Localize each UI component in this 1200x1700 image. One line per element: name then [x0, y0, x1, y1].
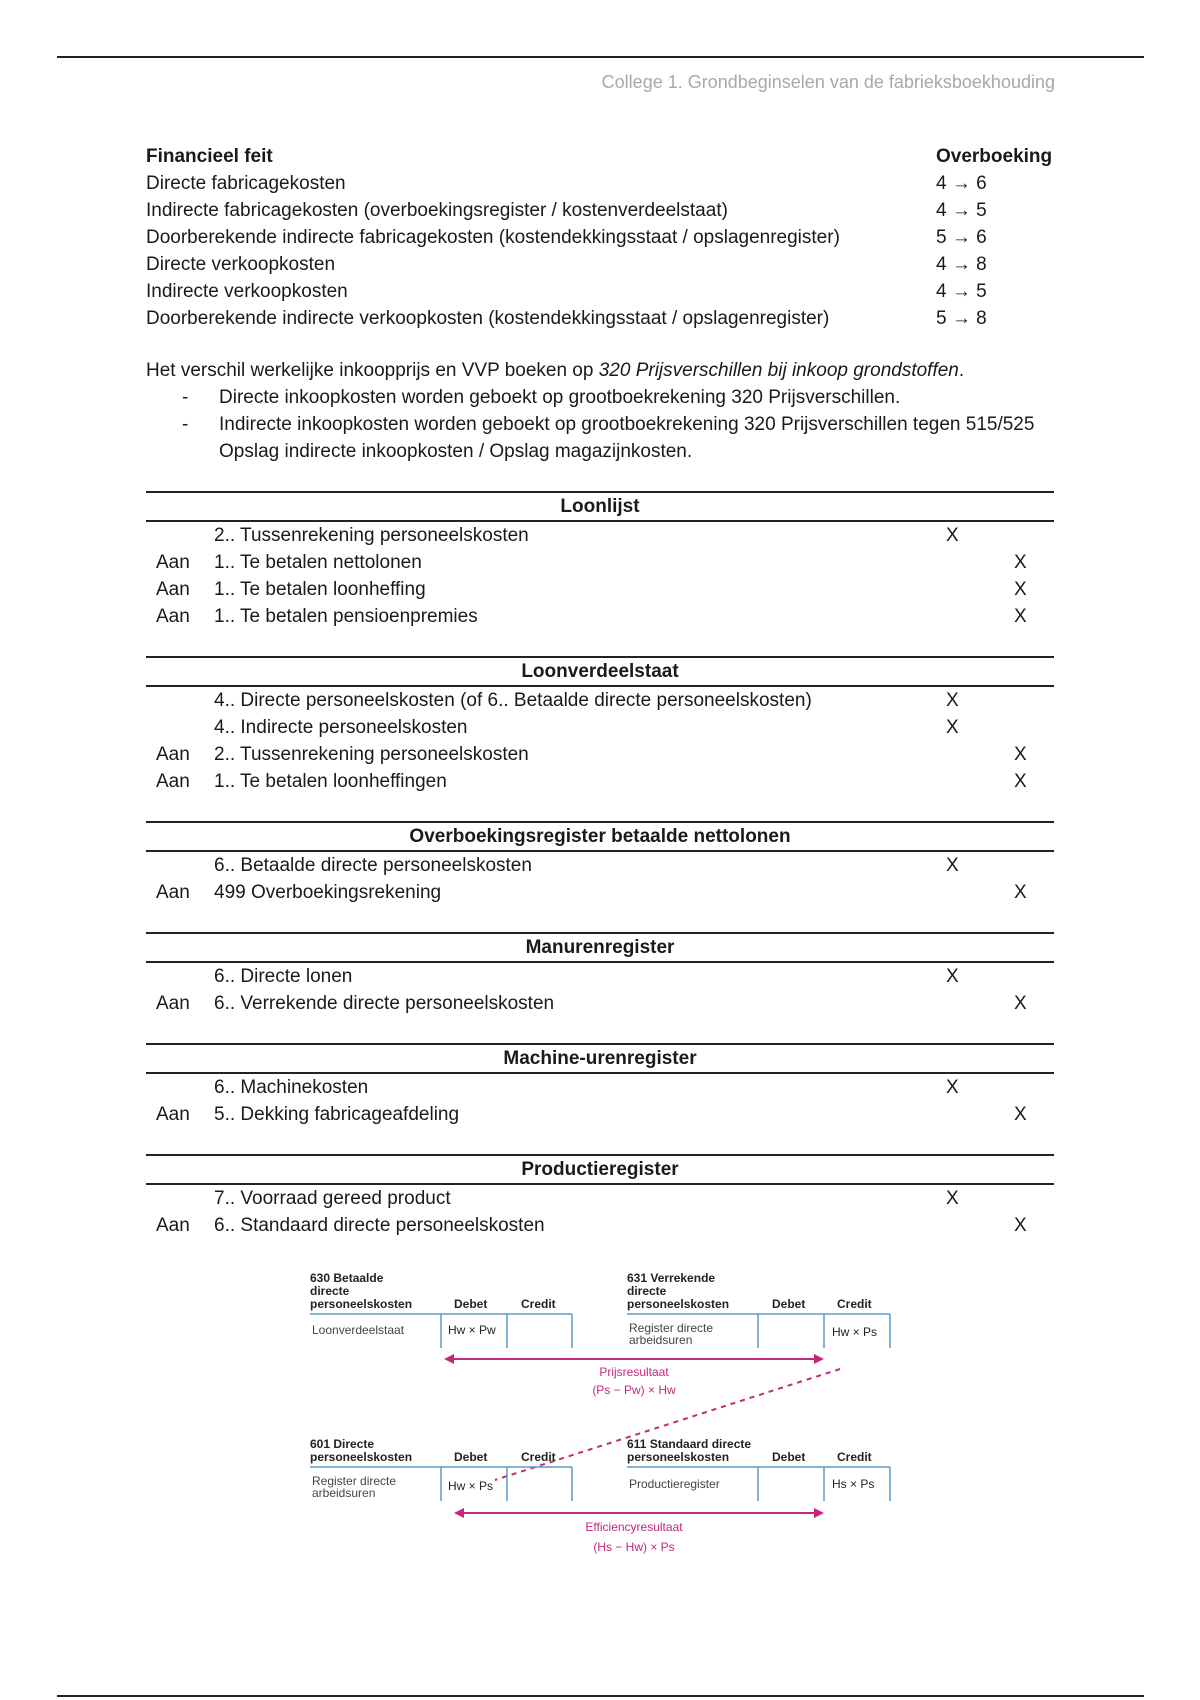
journal-row — [146, 603, 1054, 630]
journal-row — [146, 1185, 1054, 1212]
journal-credit: X — [1014, 993, 1027, 1014]
bottom-rule — [57, 1695, 1144, 1697]
journal-aan: Aan — [156, 579, 190, 600]
journal-account: 4.. Indirecte personeelskosten — [214, 717, 468, 738]
journal-row — [146, 1101, 1054, 1128]
eff-arrow-left-head — [454, 1508, 464, 1518]
journal-row — [146, 522, 1054, 549]
facts-header — [146, 146, 1054, 173]
acc601-debit-value: Hw × Ps — [448, 1479, 494, 1493]
journal-aan: Aan — [156, 1215, 190, 1236]
journal-row — [146, 963, 1054, 990]
journal-account: 1.. Te betalen pensioenpremies — [214, 606, 478, 627]
journal-title: Machine-urenregister — [146, 1043, 1054, 1074]
fact-label: Doorberekende indirecte verkoopkosten (kostendekkingsstaat / opslagenregister) — [146, 308, 830, 329]
acc601-source-1: Register directe — [312, 1474, 397, 1488]
acc631-title-3: personeelskosten — [627, 1297, 730, 1311]
acc601-title-2: personeelskosten — [310, 1450, 413, 1464]
fact-row — [146, 308, 1054, 335]
journal-credit: X — [1014, 744, 1027, 765]
acc601-debet-head: Debet — [454, 1450, 488, 1464]
journal-block — [146, 1043, 1054, 1128]
journal-title: Manurenregister — [146, 932, 1054, 963]
price-arrow-left-head — [444, 1354, 454, 1364]
acc611-source: Productieregister — [629, 1477, 720, 1491]
journal-block — [146, 821, 1054, 906]
acc611-credit-value: Hs × Ps — [832, 1477, 875, 1491]
journal-credit: X — [1014, 1104, 1027, 1125]
journal-debit — [946, 768, 1014, 795]
journal-credit — [1014, 687, 1054, 714]
wage-accounts-diagram — [300, 1262, 900, 1562]
journal-aan — [146, 522, 214, 549]
journal-account: 1.. Te betalen loonheffingen — [214, 771, 447, 792]
acc601-source-2: arbeidsuren — [312, 1486, 376, 1500]
journal-title: Loonlijst — [146, 491, 1054, 522]
fact-transfer: 4 → 5 — [936, 200, 987, 221]
journal-row — [146, 1212, 1054, 1239]
journal-block — [146, 656, 1054, 795]
journal-block — [146, 491, 1054, 630]
running-header: College 1. Grondbeginselen van de fabrieksboekhouding — [601, 72, 1055, 92]
journal-aan — [146, 1074, 214, 1101]
efficiency-result-label: Efficiencyresultaat — [585, 1520, 683, 1534]
journal-account: 2.. Tussenrekening personeelskosten — [214, 525, 529, 546]
journal-debit — [946, 1212, 1014, 1239]
fact-row — [146, 281, 1054, 308]
fact-transfer: 5 → 6 — [936, 227, 987, 248]
efficiency-result-formula: (Hs − Hw) × Ps — [593, 1540, 675, 1554]
acc631-credit-value: Hw × Ps — [832, 1325, 878, 1339]
journal-account: 6.. Machinekosten — [214, 1077, 369, 1098]
journal-debit: X — [946, 525, 959, 546]
journal-row — [146, 1074, 1054, 1101]
acc631-title-2: directe — [627, 1284, 667, 1298]
fact-row — [146, 200, 1054, 227]
journal-debit: X — [946, 690, 959, 711]
journal-debit — [946, 549, 1014, 576]
acc630-debit-value: Hw × Pw — [448, 1323, 496, 1337]
acc630-title-2: directe — [310, 1284, 350, 1298]
journal-account: 1.. Te betalen nettolonen — [214, 552, 422, 573]
dash: - — [182, 414, 189, 435]
journal-list — [146, 491, 1054, 1239]
journal-credit: X — [1014, 882, 1027, 903]
fact-label: Indirecte fabricagekosten (overboekingsregister / kostenverdeelstaat) — [146, 200, 728, 221]
acc631-credit-head: Credit — [837, 1297, 872, 1311]
fact-transfer: 4 → 5 — [936, 281, 987, 302]
journal-aan: Aan — [156, 552, 190, 573]
journal-aan — [146, 1185, 214, 1212]
journal-credit: X — [1014, 552, 1027, 573]
dash: - — [182, 387, 189, 408]
acc601-title-1: 601 Directe — [310, 1437, 375, 1451]
journal-account: 6.. Directe lonen — [214, 966, 353, 987]
journal-aan — [146, 687, 214, 714]
journal-account: 2.. Tussenrekening personeelskosten — [214, 744, 529, 765]
fact-row — [146, 254, 1054, 281]
journal-row — [146, 879, 1054, 906]
journal-block — [146, 932, 1054, 1017]
acc630-source: Loonverdeelstaat — [312, 1323, 405, 1337]
journal-account: 7.. Voorraad gereed product — [214, 1188, 451, 1209]
journal-debit — [946, 741, 1014, 768]
fact-label: Doorberekende indirecte fabricagekosten (kostendekkingsstaat / opslagenregister) — [146, 227, 840, 248]
acc611-title-1: 611 Standaard directe — [627, 1437, 752, 1451]
journal-aan — [146, 963, 214, 990]
price-result-label: Prijsresultaat — [599, 1365, 669, 1379]
acc630-credit-head: Credit — [521, 1297, 556, 1311]
journal-debit — [946, 879, 1014, 906]
bullet-item — [146, 411, 1054, 465]
note-account: 320 Prijsverschillen bij inkoop grondstoffen — [598, 360, 959, 381]
journal-account: 6.. Verrekende directe personeelskosten — [214, 993, 555, 1014]
journal-account: 499 Overboekingsrekening — [214, 882, 442, 903]
eff-arrow-right-head — [814, 1508, 824, 1518]
journal-row — [146, 741, 1054, 768]
journal-debit: X — [946, 966, 959, 987]
acc611-debet-head: Debet — [772, 1450, 806, 1464]
journal-credit — [1014, 714, 1054, 741]
note-end: . — [958, 360, 965, 381]
fact-transfer: 4 → 6 — [936, 173, 987, 194]
journal-account: 6.. Betaalde directe personeelskosten — [214, 855, 532, 876]
acc631-debet-head: Debet — [772, 1297, 806, 1311]
journal-debit — [946, 1101, 1014, 1128]
fact-transfer: 4 → 8 — [936, 254, 987, 275]
fact-label: Directe fabricagekosten — [146, 173, 346, 194]
journal-block — [146, 1154, 1054, 1239]
journal-aan: Aan — [156, 882, 190, 903]
acc601-credit-head: Credit — [521, 1450, 556, 1464]
journal-debit — [946, 576, 1014, 603]
journal-aan: Aan — [156, 771, 190, 792]
fact-row — [146, 227, 1054, 254]
journal-aan: Aan — [156, 993, 190, 1014]
journal-row — [146, 852, 1054, 879]
price-arrow-right-head — [814, 1354, 824, 1364]
journal-row — [146, 768, 1054, 795]
journal-debit — [946, 603, 1014, 630]
fact-transfer: 5 → 8 — [936, 308, 987, 329]
journal-title: Productieregister — [146, 1154, 1054, 1185]
journal-credit — [1014, 852, 1054, 879]
col-fact: Financieel feit — [146, 146, 273, 167]
journal-row — [146, 687, 1054, 714]
note-paragraph — [146, 357, 1054, 384]
acc611-title-2: personeelskosten — [627, 1450, 730, 1464]
journal-title: Overboekingsregister betaalde nettolonen — [146, 821, 1054, 852]
note-intro: Het verschil werkelijke inkoopprijs en VVP boeken op — [146, 360, 599, 381]
fact-label: Indirecte verkoopkosten — [146, 281, 348, 302]
journal-credit: X — [1014, 579, 1027, 600]
journal-credit — [1014, 1074, 1054, 1101]
acc631-source-2: arbeidsuren — [629, 1333, 693, 1347]
acc630-debet-head: Debet — [454, 1297, 488, 1311]
acc630-title-3: personeelskosten — [310, 1297, 413, 1311]
journal-title: Loonverdeelstaat — [146, 656, 1054, 687]
journal-account: 5.. Dekking fabricageafdeling — [214, 1104, 460, 1125]
journal-aan — [146, 714, 214, 741]
journal-credit: X — [1014, 771, 1027, 792]
journal-credit — [1014, 963, 1054, 990]
acc630-title-1: 630 Betaalde — [310, 1271, 384, 1285]
top-rule — [57, 56, 1144, 58]
journal-row — [146, 549, 1054, 576]
journal-credit: X — [1014, 1215, 1027, 1236]
journal-credit — [1014, 1185, 1054, 1212]
bullet-text: Directe inkoopkosten worden geboekt op grootboekrekening 320 Prijsverschillen. — [219, 387, 901, 408]
journal-debit: X — [946, 1077, 959, 1098]
journal-row — [146, 990, 1054, 1017]
bullet-text: Indirecte inkoopkosten worden geboekt op grootboekrekening 320 Prijsverschillen tegen 515/525 Opslag indirecte inkoopkosten / Opslag magazijnkosten. — [219, 414, 1035, 462]
acc631-title-1: 631 Verrekende — [627, 1271, 716, 1285]
journal-debit: X — [946, 855, 959, 876]
fact-row — [146, 173, 1054, 200]
journal-credit — [1014, 522, 1054, 549]
acc631-source-1: Register directe — [629, 1321, 714, 1335]
journal-row — [146, 714, 1054, 741]
journal-account: 1.. Te betalen loonheffing — [214, 579, 426, 600]
col-transfer: Overboeking — [936, 146, 1053, 167]
fact-label: Directe verkoopkosten — [146, 254, 336, 275]
journal-aan — [146, 852, 214, 879]
journal-aan: Aan — [156, 744, 190, 765]
journal-debit — [946, 990, 1014, 1017]
content — [146, 146, 1054, 1239]
journal-account: 4.. Directe personeelskosten (of 6.. Betaalde directe personeelskosten) — [214, 690, 812, 711]
journal-aan: Aan — [156, 606, 190, 627]
acc611-credit-head: Credit — [837, 1450, 872, 1464]
journal-row — [146, 576, 1054, 603]
price-result-formula: (Ps − Pw) × Hw — [592, 1383, 676, 1397]
journal-debit: X — [946, 1188, 959, 1209]
bullet-item — [146, 384, 1054, 411]
journal-debit: X — [946, 717, 959, 738]
journal-aan: Aan — [156, 1104, 190, 1125]
journal-credit: X — [1014, 606, 1027, 627]
journal-account: 6.. Standaard directe personeelskosten — [214, 1215, 545, 1236]
